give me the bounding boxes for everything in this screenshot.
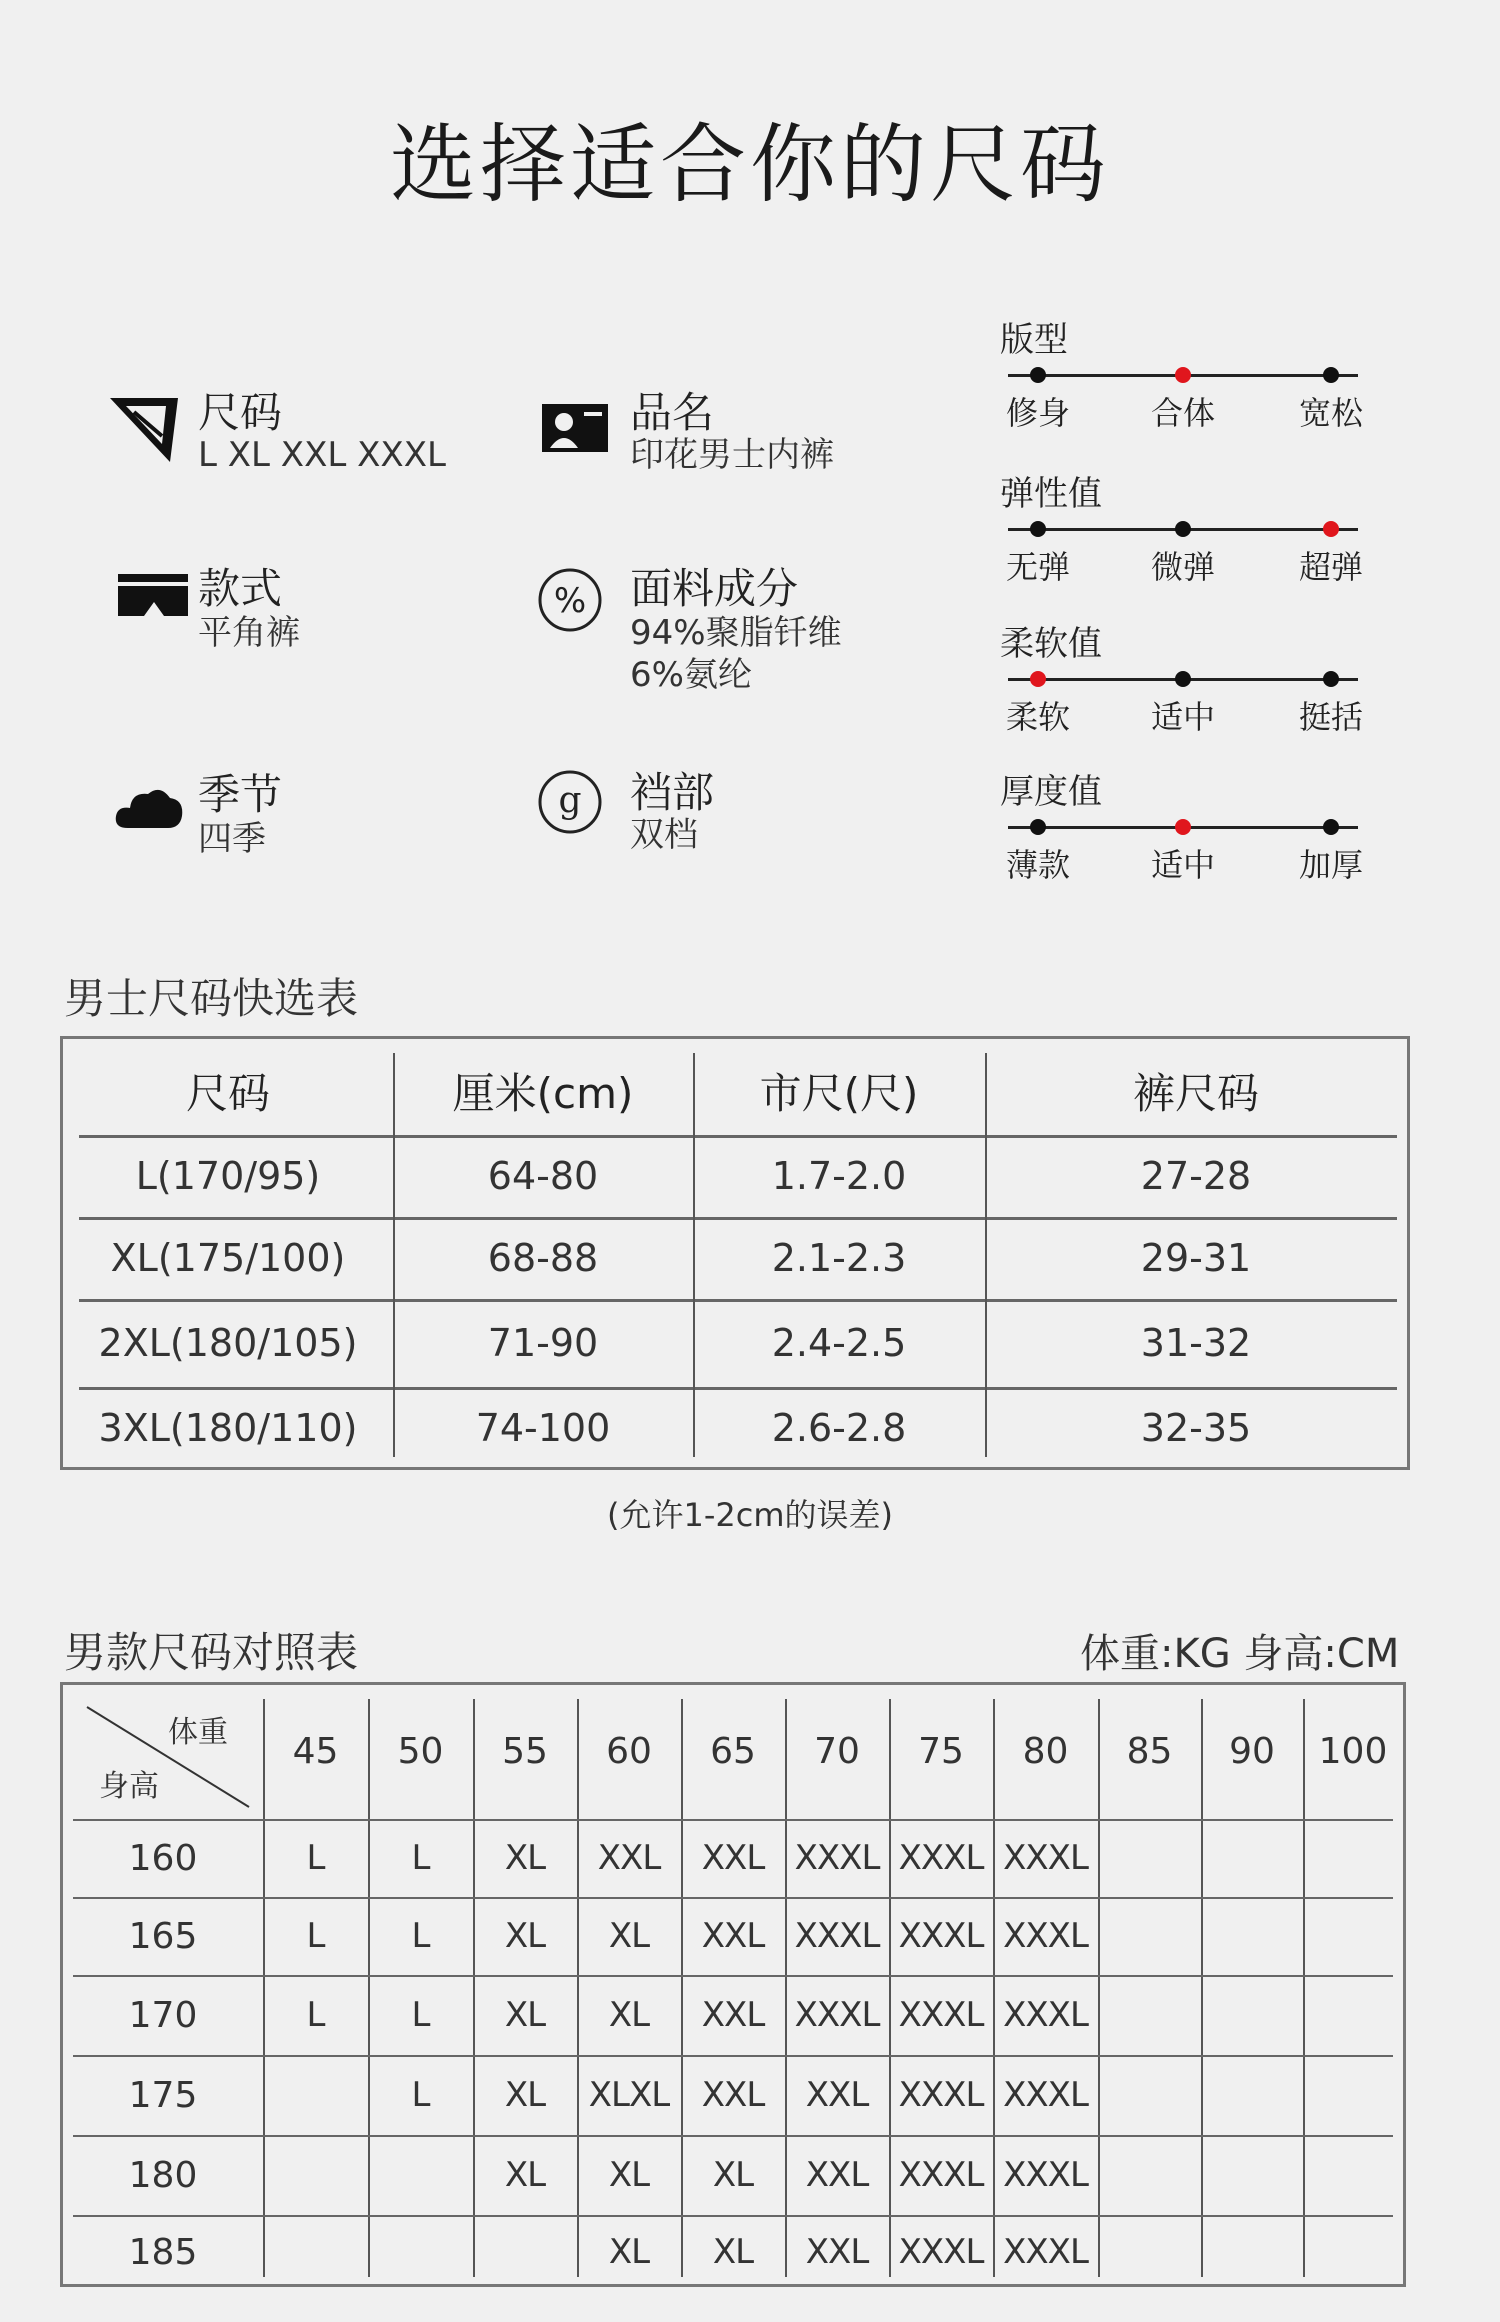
table-rule xyxy=(73,1897,1393,1899)
size-cell: XL xyxy=(608,2232,650,2272)
tolerance-note: (允许1-2cm的误差) xyxy=(606,1496,893,1534)
size-cell: XL xyxy=(504,1838,546,1878)
column-divider xyxy=(1303,1699,1305,2277)
size-cell: L xyxy=(411,1838,430,1878)
slider-dot xyxy=(1030,521,1046,537)
slider-label: 厚度值 xyxy=(1000,772,1102,812)
cloud-icon xyxy=(112,772,184,844)
table-rule xyxy=(79,1217,1397,1220)
style-value: 平角裤 xyxy=(198,613,300,653)
size-cell: XXXL xyxy=(898,2232,984,2272)
fabric-value-2: 6%氨纶 xyxy=(630,655,752,695)
slider-dot-selected xyxy=(1323,521,1339,537)
table-cell: 2XL(180/105) xyxy=(98,1321,358,1365)
height-cell: 165 xyxy=(128,1916,198,1957)
g-circle-icon xyxy=(534,766,606,838)
size-cell: L xyxy=(411,2075,430,2115)
size-value: L XL XXL XXXL xyxy=(198,435,446,475)
units-label: 体重:KG 身高:CM xyxy=(1080,1631,1400,1677)
table-rule xyxy=(73,2215,1393,2217)
size-cell: XXL xyxy=(701,1838,765,1878)
table-cell: 1.7-2.0 xyxy=(771,1154,907,1198)
size-cell: XXL xyxy=(701,1995,765,2035)
column-divider xyxy=(1201,1699,1203,2277)
slider-dot-selected xyxy=(1030,671,1046,687)
slider-label: 版型 xyxy=(1000,320,1068,360)
height-cell: 160 xyxy=(128,1838,198,1879)
size-cell: XXL xyxy=(805,2155,869,2195)
size-comparison-table xyxy=(60,1682,1406,2287)
size-cell: XXXL xyxy=(1003,1916,1088,1956)
column-divider xyxy=(368,1699,370,2277)
column-divider xyxy=(263,1699,265,2277)
table-header: 尺码 xyxy=(185,1069,270,1118)
size-cell: XXXL xyxy=(898,2075,984,2115)
size-cell: XL xyxy=(712,2232,754,2272)
size-cell: XXXL xyxy=(794,1995,880,2035)
table-cell: 3XL(180/110) xyxy=(98,1406,358,1450)
page-title: 选择适合你的尺码 xyxy=(390,115,1110,215)
column-divider xyxy=(1098,1699,1100,2277)
fabric-label: 面料成分 xyxy=(630,564,799,613)
slider-dot xyxy=(1030,819,1046,835)
size-cell: XXL xyxy=(597,1838,661,1878)
slider-dot xyxy=(1323,819,1339,835)
size-cell: XXL xyxy=(701,1916,765,1956)
size-cell: XXL xyxy=(805,2232,869,2272)
slider-option: 柔软 xyxy=(1005,698,1070,736)
table-rule xyxy=(73,1819,1393,1821)
size-cell: XL xyxy=(608,1916,650,1956)
size-cell: L xyxy=(411,1916,430,1956)
compare-table-title: 男款尺码对照表 xyxy=(64,1628,359,1677)
slider-label: 弹性值 xyxy=(1000,474,1102,514)
weight-header: 85 xyxy=(1126,1731,1173,1772)
table-rule xyxy=(79,1135,1397,1138)
size-cell: XXXL xyxy=(1003,1995,1088,2035)
weight-header: 75 xyxy=(918,1731,964,1772)
slider-option: 无弹 xyxy=(1005,548,1070,586)
name-label: 品名 xyxy=(630,388,715,437)
ruler-triangle-icon xyxy=(108,392,180,464)
slider-dot-selected xyxy=(1175,367,1191,383)
table-cell: 64-80 xyxy=(487,1154,599,1198)
crotch-label: 裆部 xyxy=(630,768,715,817)
slider-dot xyxy=(1323,671,1339,687)
table-rule xyxy=(73,2055,1393,2057)
table-header: 厘米(cm) xyxy=(452,1069,634,1118)
weight-header: 45 xyxy=(292,1731,339,1772)
name-value: 印花男士内裤 xyxy=(630,435,834,475)
size-cell: XL xyxy=(504,1916,546,1956)
size-cell: XXXL xyxy=(898,1995,984,2035)
slider-option: 薄款 xyxy=(1005,846,1070,884)
size-cell: XXXL xyxy=(794,1838,880,1878)
table-header: 市尺(尺) xyxy=(759,1069,919,1118)
table-cell: 31-32 xyxy=(1140,1321,1252,1365)
table-rule xyxy=(79,1387,1397,1390)
table-cell: 2.6-2.8 xyxy=(771,1406,907,1450)
quick-table-title: 男士尺码快选表 xyxy=(64,974,359,1023)
table-cell: 2.1-2.3 xyxy=(771,1236,907,1280)
crotch-value: 双档 xyxy=(630,815,698,855)
size-cell: XXXL xyxy=(794,1916,880,1956)
size-cell: L xyxy=(306,1995,325,2035)
boxer-shorts-icon xyxy=(118,566,190,638)
weight-header: 100 xyxy=(1318,1731,1388,1772)
corner-weight-label: 体重 xyxy=(168,1715,228,1750)
slider-dot xyxy=(1175,521,1191,537)
slider-dot xyxy=(1175,671,1191,687)
weight-header: 60 xyxy=(606,1731,652,1772)
size-cell: XXXL xyxy=(1003,1838,1088,1878)
slider-option: 合体 xyxy=(1150,394,1215,432)
slider-label: 柔软值 xyxy=(1000,624,1102,664)
size-cell: XXXL xyxy=(898,1916,984,1956)
height-cell: 170 xyxy=(128,1995,198,2036)
weight-header: 70 xyxy=(814,1731,860,1772)
table-rule xyxy=(79,1299,1397,1302)
height-cell: 180 xyxy=(128,2155,198,2196)
table-cell: 71-90 xyxy=(487,1321,599,1365)
size-cell: XL xyxy=(608,1995,650,2035)
style-label: 款式 xyxy=(198,564,283,613)
slider-option: 适中 xyxy=(1150,846,1215,884)
season-label: 季节 xyxy=(198,770,283,819)
table-cell: 29-31 xyxy=(1140,1236,1252,1280)
height-cell: 175 xyxy=(128,2075,198,2116)
slider-option: 加厚 xyxy=(1298,846,1363,884)
size-label: 尺码 xyxy=(198,388,283,437)
slider-option: 修身 xyxy=(1005,394,1070,432)
size-cell: L xyxy=(306,1916,325,1956)
size-cell: XL xyxy=(504,2075,546,2115)
table-cell: L(170/95) xyxy=(135,1154,321,1198)
table-cell: 32-35 xyxy=(1140,1406,1252,1450)
size-cell: XL xyxy=(504,2155,546,2195)
table-cell: 27-28 xyxy=(1140,1154,1252,1198)
slider-dot xyxy=(1030,367,1046,383)
size-cell: XXXL xyxy=(898,1838,984,1878)
weight-header: 90 xyxy=(1229,1731,1275,1772)
size-cell: L xyxy=(306,1838,325,1878)
slider-dot xyxy=(1323,367,1339,383)
slider-track xyxy=(1005,374,1363,432)
quick-size-table xyxy=(60,1036,1410,1470)
size-cell: XXXL xyxy=(1003,2232,1088,2272)
table-rule xyxy=(73,1975,1393,1977)
slider-option: 挺括 xyxy=(1298,698,1363,736)
table-cell: 2.4-2.5 xyxy=(771,1321,907,1365)
slider-track xyxy=(1005,678,1363,736)
weight-header: 55 xyxy=(502,1731,548,1772)
slider-option: 微弹 xyxy=(1150,548,1215,586)
height-cell: 185 xyxy=(128,2232,198,2273)
slider-option: 超弹 xyxy=(1298,548,1363,586)
table-header: 裤尺码 xyxy=(1132,1069,1259,1118)
size-cell: XXL xyxy=(805,2075,869,2115)
slider-option: 适中 xyxy=(1150,698,1215,736)
slider-track xyxy=(1005,826,1363,884)
table-rule xyxy=(73,2135,1393,2137)
size-cell: XXXL xyxy=(1003,2155,1088,2195)
season-value: 四季 xyxy=(198,819,266,859)
svg-text:%: % xyxy=(553,581,587,621)
size-cell: XXXL xyxy=(898,2155,984,2195)
corner-height-label: 身高 xyxy=(99,1769,159,1804)
id-card-icon xyxy=(540,392,612,464)
size-cell: XL xyxy=(608,2155,650,2195)
size-cell: XXL xyxy=(701,2075,765,2115)
table-cell: XL(175/100) xyxy=(110,1236,346,1280)
weight-header: 65 xyxy=(710,1731,756,1772)
weight-header: 80 xyxy=(1022,1731,1069,1772)
slider-dot-selected xyxy=(1175,819,1191,835)
svg-text:g: g xyxy=(558,780,582,821)
fabric-value-1: 94%聚脂钎维 xyxy=(630,613,842,653)
size-cell: XL xyxy=(712,2155,754,2195)
size-cell: XLXL xyxy=(588,2075,670,2115)
size-cell: XXXL xyxy=(1003,2075,1088,2115)
table-cell: 68-88 xyxy=(487,1236,599,1280)
weight-header: 50 xyxy=(397,1731,444,1772)
size-cell: XL xyxy=(504,1995,546,2035)
table-cell: 74-100 xyxy=(475,1406,611,1450)
slider-track xyxy=(1005,528,1363,586)
size-cell: L xyxy=(411,1995,430,2035)
percent-circle-icon xyxy=(534,564,606,636)
slider-option: 宽松 xyxy=(1298,394,1363,432)
